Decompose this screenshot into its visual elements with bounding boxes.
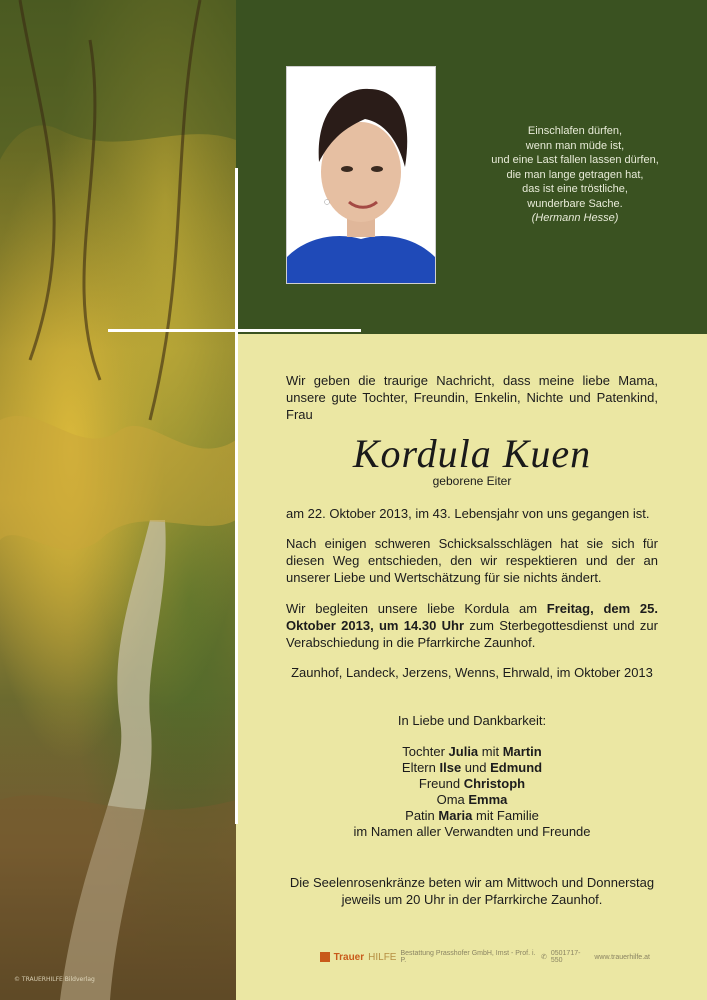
funeral-paragraph [286, 600, 658, 651]
rosary-text: Die Seelenrosenkränze beten wir am Mittwoch und Donnerstag jeweils um 20 Uhr in der Pfarrkirche Zaunhof. [289, 875, 655, 907]
footer [320, 950, 650, 964]
cross-vertical-bar [235, 168, 238, 824]
family-row: Tochter Julia mit Martin [402, 744, 542, 759]
trauerhilfe-logo-icon [320, 952, 330, 962]
forest-path-photo [0, 0, 236, 1000]
path-illustration [0, 0, 236, 1000]
deceased-name: Kordula Kuen [352, 431, 592, 476]
family-row: im Namen aller Verwandten und Freunde [353, 824, 591, 839]
intro-text: Wir geben die traurige Nachricht, dass meine liebe Mama, unsere gute Tochter, Freundin, Enkelin, Nichte und Patenkind, Frau [286, 373, 658, 422]
quote-line: und eine Last fallen lassen dürfen, [491, 154, 659, 166]
death-date-text: am 22. Oktober 2013, im 43. Lebensjahr von uns gegangen ist. [286, 506, 650, 521]
portrait-photo [286, 66, 436, 284]
funeral-post: zum Sterbegottesdienst und zur Verabschiedung in die Pfarrkirche Zaunhof. [286, 618, 658, 650]
places-line: Zaunhof, Landeck, Jerzens, Wenns, Ehrwald, im Oktober 2013 [291, 665, 653, 680]
quote-author: (Hermann Hesse) [531, 212, 619, 224]
decision-paragraph: Nach einigen schweren Schicksalsschlägen hat sie sich für diesen Weg entschieden, den wir respektieren und der an unserer Liebe und Wertschätzung für sie nichts ändert. [286, 536, 658, 585]
funeral-pre: Wir begleiten unsere liebe Kordula am [286, 601, 547, 616]
family-row: Eltern Ilse und Edmund [401, 760, 543, 775]
logo-text-a: Trauer [333, 951, 365, 963]
family-row: Oma Emma [436, 792, 508, 807]
logo-text-b: HILFE [368, 951, 397, 963]
cross-horizontal-bar [108, 329, 361, 332]
birth-name: geborene Eiter [432, 474, 512, 488]
love-line: In Liebe und Dankbarkeit: [397, 713, 547, 728]
funeral-date: Freitag, dem 25. Oktober 2013, um 14.30 Uhr [286, 601, 658, 633]
footer-web[interactable]: www.trauerhilfe.at [594, 953, 650, 961]
quote-line: das ist eine tröstliche, [522, 183, 628, 195]
footer-phone: 0501717-550 [550, 950, 581, 964]
family-row: Freund Christoph [418, 776, 526, 791]
quote-line: wenn man müde ist, [525, 139, 625, 152]
hesse-quote [460, 124, 690, 226]
quote-line: die man lange getragen hat, [506, 168, 644, 181]
phone-icon: ✆ [540, 954, 547, 961]
quote-line: wunderbare Sache. [527, 197, 623, 210]
footer-company: Bestattung Prasshofer GmbH, Imst - Prof. i. P. [400, 950, 536, 964]
quote-line: Einschlafen dürfen, [527, 125, 623, 137]
copyright-text: © TRAUERHILFE Bildverlag [14, 976, 95, 983]
family-list [286, 744, 658, 840]
portrait-illustration [287, 67, 435, 283]
family-row: Patin Maria mit Familie [405, 808, 539, 823]
